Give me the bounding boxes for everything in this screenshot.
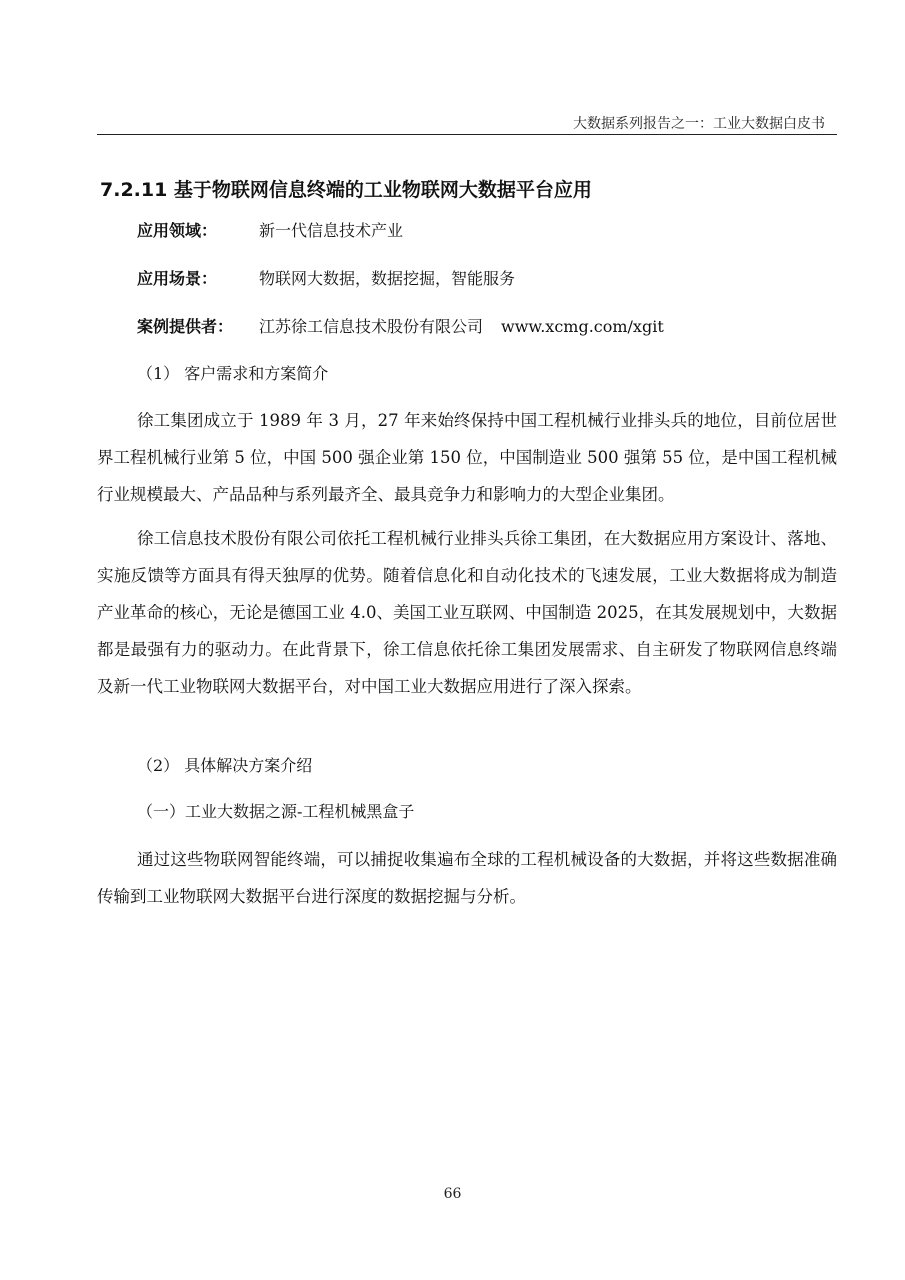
paragraph-company-intro: 徐工信息技术股份有限公司依托工程机械行业排头兵徐工集团，在大数据应用方案设计、落地、实施反馈等方面具有得天独厚的优势。随着信息化和自动化技术的飞速发展，工业大数据将成为制造产业革命的核心，无论是德国工业 4.0、美国工业互联网、中国制造 2025，在其发展规划中，大数据都是最强有力的驱动力。在此背景下，徐工信息依托徐工集团发展需求、自主研发了物联网信息终端及新一代工业物联网大数据平台，对中国工业大数据应用进行了深入探索。 [97, 529, 837, 696]
section-title: 7.2.11 基于物联网信息终端的工业物联网大数据平台应用 [100, 179, 592, 201]
provider-label: 案例提供者： [137, 317, 234, 336]
scene-value: 物联网大数据，数据挖掘，智能服务 [259, 269, 516, 288]
header-divider [97, 134, 837, 135]
paragraph-iot-terminals: 通过这些物联网智能终端，可以捕捉收集遍布全球的工程机械设备的大数据，并将这些数据准确传输到工业物联网大数据平台进行深度的数据挖掘与分析。 [97, 850, 837, 906]
running-header: 大数据系列报告之一：工业大数据白皮书 [573, 116, 825, 132]
meta-row-field [137, 218, 403, 241]
subheading-blackbox: （一）工业大数据之源-工程机械黑盒子 [137, 802, 415, 821]
field-label: 应用领域： [137, 221, 218, 240]
subheading-requirements: （1） 客户需求和方案简介 [137, 364, 329, 383]
subheading-solution: （2） 具体解决方案介绍 [137, 756, 313, 775]
paragraph-group-intro: 徐工集团成立于 1989 年 3 月，27 年来始终保持中国工程机械行业排头兵的地位，目前位居世界工程机械行业第 5 位，中国 500 强企业第 150 位，中国制造业 500 强第 55 位，是中国工程机械行业规模最大、产品品种与系列最齐全、最具竞争力和影响力的大型企业集团。 [97, 411, 837, 504]
meta-row-scene [137, 266, 515, 289]
page-number: 66 [443, 1186, 462, 1202]
field-value: 新一代信息技术产业 [259, 221, 404, 240]
meta-row-provider [137, 314, 664, 337]
provider-value: 江苏徐工信息技术股份有限公司 [259, 317, 484, 336]
scene-label: 应用场景： [137, 269, 218, 288]
provider-url: www.xcmg.com/xgit [501, 317, 664, 336]
